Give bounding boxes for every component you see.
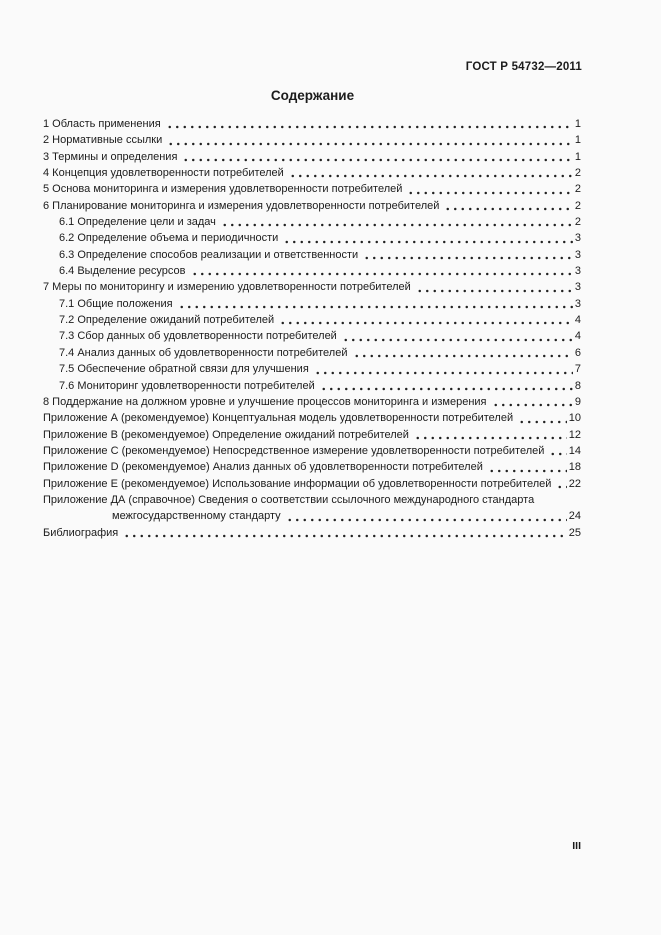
toc-entry-label: 7.4 Анализ данных об удовлетворенности потребителей bbox=[59, 346, 348, 359]
dot-leader bbox=[407, 191, 572, 195]
toc-entry-page: 4 bbox=[574, 330, 581, 343]
dot-leader bbox=[123, 534, 567, 538]
toc-entry-label: 8 Поддержание на должном уровне и улучшение процессов мониторинга и измерения bbox=[43, 395, 487, 408]
toc-entry bbox=[43, 132, 581, 148]
toc-entry-label: 7.2 Определение ожиданий потребителей bbox=[59, 314, 275, 327]
toc-entry-page: 7 bbox=[574, 363, 581, 376]
dot-leader bbox=[221, 223, 573, 227]
dot-leader bbox=[488, 469, 567, 473]
dot-leader bbox=[182, 158, 572, 162]
toc-entry bbox=[43, 492, 581, 508]
toc-entry bbox=[43, 198, 581, 214]
dot-leader bbox=[289, 174, 573, 178]
dot-leader bbox=[320, 387, 573, 391]
toc-entry-label: 6 Планирование мониторинга и измерения удовлетворенности потребителей bbox=[43, 199, 440, 212]
toc-entry bbox=[43, 476, 581, 492]
toc-entry-page: 3 bbox=[574, 232, 581, 245]
toc-entry-page: 2 bbox=[574, 216, 581, 229]
toc-entry bbox=[43, 263, 581, 279]
toc-entry-page: 8 bbox=[574, 379, 581, 392]
dot-leader bbox=[178, 305, 573, 309]
toc-entry-page: 3 bbox=[574, 248, 581, 261]
dot-leader bbox=[518, 420, 567, 424]
toc-entry-page: 2 bbox=[574, 167, 581, 180]
toc-entry-page: 12 bbox=[568, 428, 581, 441]
toc-entry-label: 7.3 Сбор данных об удовлетворенности потребителей bbox=[59, 330, 337, 343]
toc-entry-label: 7.5 Обеспечение обратной связи для улучшения bbox=[59, 363, 309, 376]
page-number: III bbox=[572, 840, 581, 852]
toc-entry bbox=[43, 459, 581, 475]
toc-entry-page: 2 bbox=[574, 199, 581, 212]
toc-entry bbox=[43, 443, 581, 459]
toc-entry-label: 7 Меры по мониторингу и измерению удовлетворенности потребителей bbox=[43, 281, 411, 294]
toc-entry bbox=[43, 230, 581, 246]
toc-entry-label: Приложение Е (рекомендуемое) Использование информации об удовлетворенности потребителей bbox=[43, 477, 552, 490]
toc-entry-page: 2 bbox=[574, 183, 581, 196]
dot-leader bbox=[279, 321, 573, 325]
toc-entry-page: 25 bbox=[568, 526, 581, 539]
toc-entry-label: 6.3 Определение способов реализации и ответственности bbox=[59, 248, 359, 261]
dot-leader bbox=[556, 485, 566, 489]
toc-entry bbox=[43, 181, 581, 197]
table-of-contents bbox=[43, 116, 581, 541]
dot-leader bbox=[283, 240, 573, 244]
toc-entry-label: 2 Нормативные ссылки bbox=[43, 134, 163, 147]
dot-leader bbox=[166, 125, 573, 129]
toc-entry bbox=[43, 214, 581, 230]
toc-entry-label: 6.1 Определение цели и задач bbox=[59, 216, 216, 229]
dot-leader bbox=[416, 289, 573, 293]
toc-entry-label: 7.1 Общие положения bbox=[59, 297, 173, 310]
toc-entry-page: 14 bbox=[568, 444, 581, 457]
dot-leader bbox=[363, 256, 573, 260]
toc-entry-label: Приложение В (рекомендуемое) Определение ожиданий потребителей bbox=[43, 428, 409, 441]
toc-entry bbox=[43, 312, 581, 328]
dot-leader bbox=[414, 436, 567, 440]
dot-leader bbox=[444, 207, 572, 211]
toc-entry-page: 3 bbox=[574, 281, 581, 294]
toc-entry bbox=[43, 296, 581, 312]
toc-entry-label: Приложение А (рекомендуемое) Концептуальная модель удовлетворенности потребителей bbox=[43, 412, 514, 425]
dot-leader bbox=[492, 403, 573, 407]
toc-entry-page: 1 bbox=[574, 150, 581, 163]
dot-leader bbox=[342, 338, 573, 342]
toc-entry-page: 10 bbox=[568, 412, 581, 425]
toc-entry bbox=[43, 525, 581, 541]
toc-entry bbox=[43, 165, 581, 181]
toc-entry-page: 3 bbox=[574, 265, 581, 278]
toc-entry-label: Библиография bbox=[43, 526, 119, 539]
toc-entry bbox=[43, 378, 581, 394]
toc-entry-page: 1 bbox=[574, 118, 581, 130]
toc-entry bbox=[43, 328, 581, 344]
dot-leader bbox=[286, 518, 567, 522]
page-title: Содержание bbox=[270, 88, 355, 103]
toc-entry-page: 1 bbox=[574, 134, 581, 147]
toc-entry-label: Приложение D (рекомендуемое) Анализ данных об удовлетворенности потребителей bbox=[43, 461, 483, 474]
toc-entry bbox=[43, 279, 581, 295]
toc-entry-page: 24 bbox=[568, 510, 581, 523]
toc-entry bbox=[43, 149, 581, 165]
toc-entry-continuation bbox=[43, 508, 581, 524]
toc-entry bbox=[43, 427, 581, 443]
toc-entry-label: Приложение С (рекомендуемое) Непосредственное измерение удовлетворенности потребителей bbox=[43, 444, 545, 457]
toc-entry-label: 6.2 Определение объема и периодичности bbox=[59, 232, 279, 245]
toc-entry bbox=[43, 247, 581, 263]
toc-entry-label: 1 Область применения bbox=[43, 118, 161, 130]
dot-leader bbox=[167, 142, 573, 146]
toc-entry bbox=[43, 345, 581, 361]
toc-entry bbox=[43, 116, 581, 132]
toc-entry-page: 3 bbox=[574, 297, 581, 310]
toc-entry-page: 6 bbox=[574, 346, 581, 359]
toc-entry-label: 6.4 Выделение ресурсов bbox=[59, 265, 186, 278]
standard-code: ГОСТ Р 54732—2011 bbox=[465, 61, 582, 73]
toc-entry-page: 9 bbox=[574, 395, 581, 408]
toc-entry-page: 4 bbox=[574, 314, 581, 327]
toc-entry-page: 22 bbox=[568, 477, 581, 490]
toc-entry-page: 18 bbox=[568, 461, 581, 474]
toc-entry-label: 5 Основа мониторинга и измерения удовлетворенности потребителей bbox=[43, 183, 403, 196]
dot-leader bbox=[314, 371, 573, 375]
dot-leader bbox=[353, 354, 573, 358]
toc-entry bbox=[43, 410, 581, 426]
toc-entry-label: 3 Термины и определения bbox=[43, 150, 178, 163]
toc-entry-label: 4 Концепция удовлетворенности потребителей bbox=[43, 167, 284, 180]
toc-entry bbox=[43, 361, 581, 377]
toc-entry bbox=[43, 394, 581, 410]
toc-entry-label: Приложение ДА (справочное) Сведения о соответствии ссылочного международного стандарта bbox=[43, 493, 535, 506]
toc-entry-label: межгосударственному стандарту bbox=[112, 510, 281, 523]
dot-leader bbox=[549, 452, 566, 456]
toc-entry-label: 7.6 Мониторинг удовлетворенности потребителей bbox=[59, 379, 315, 392]
dot-leader bbox=[191, 272, 573, 276]
